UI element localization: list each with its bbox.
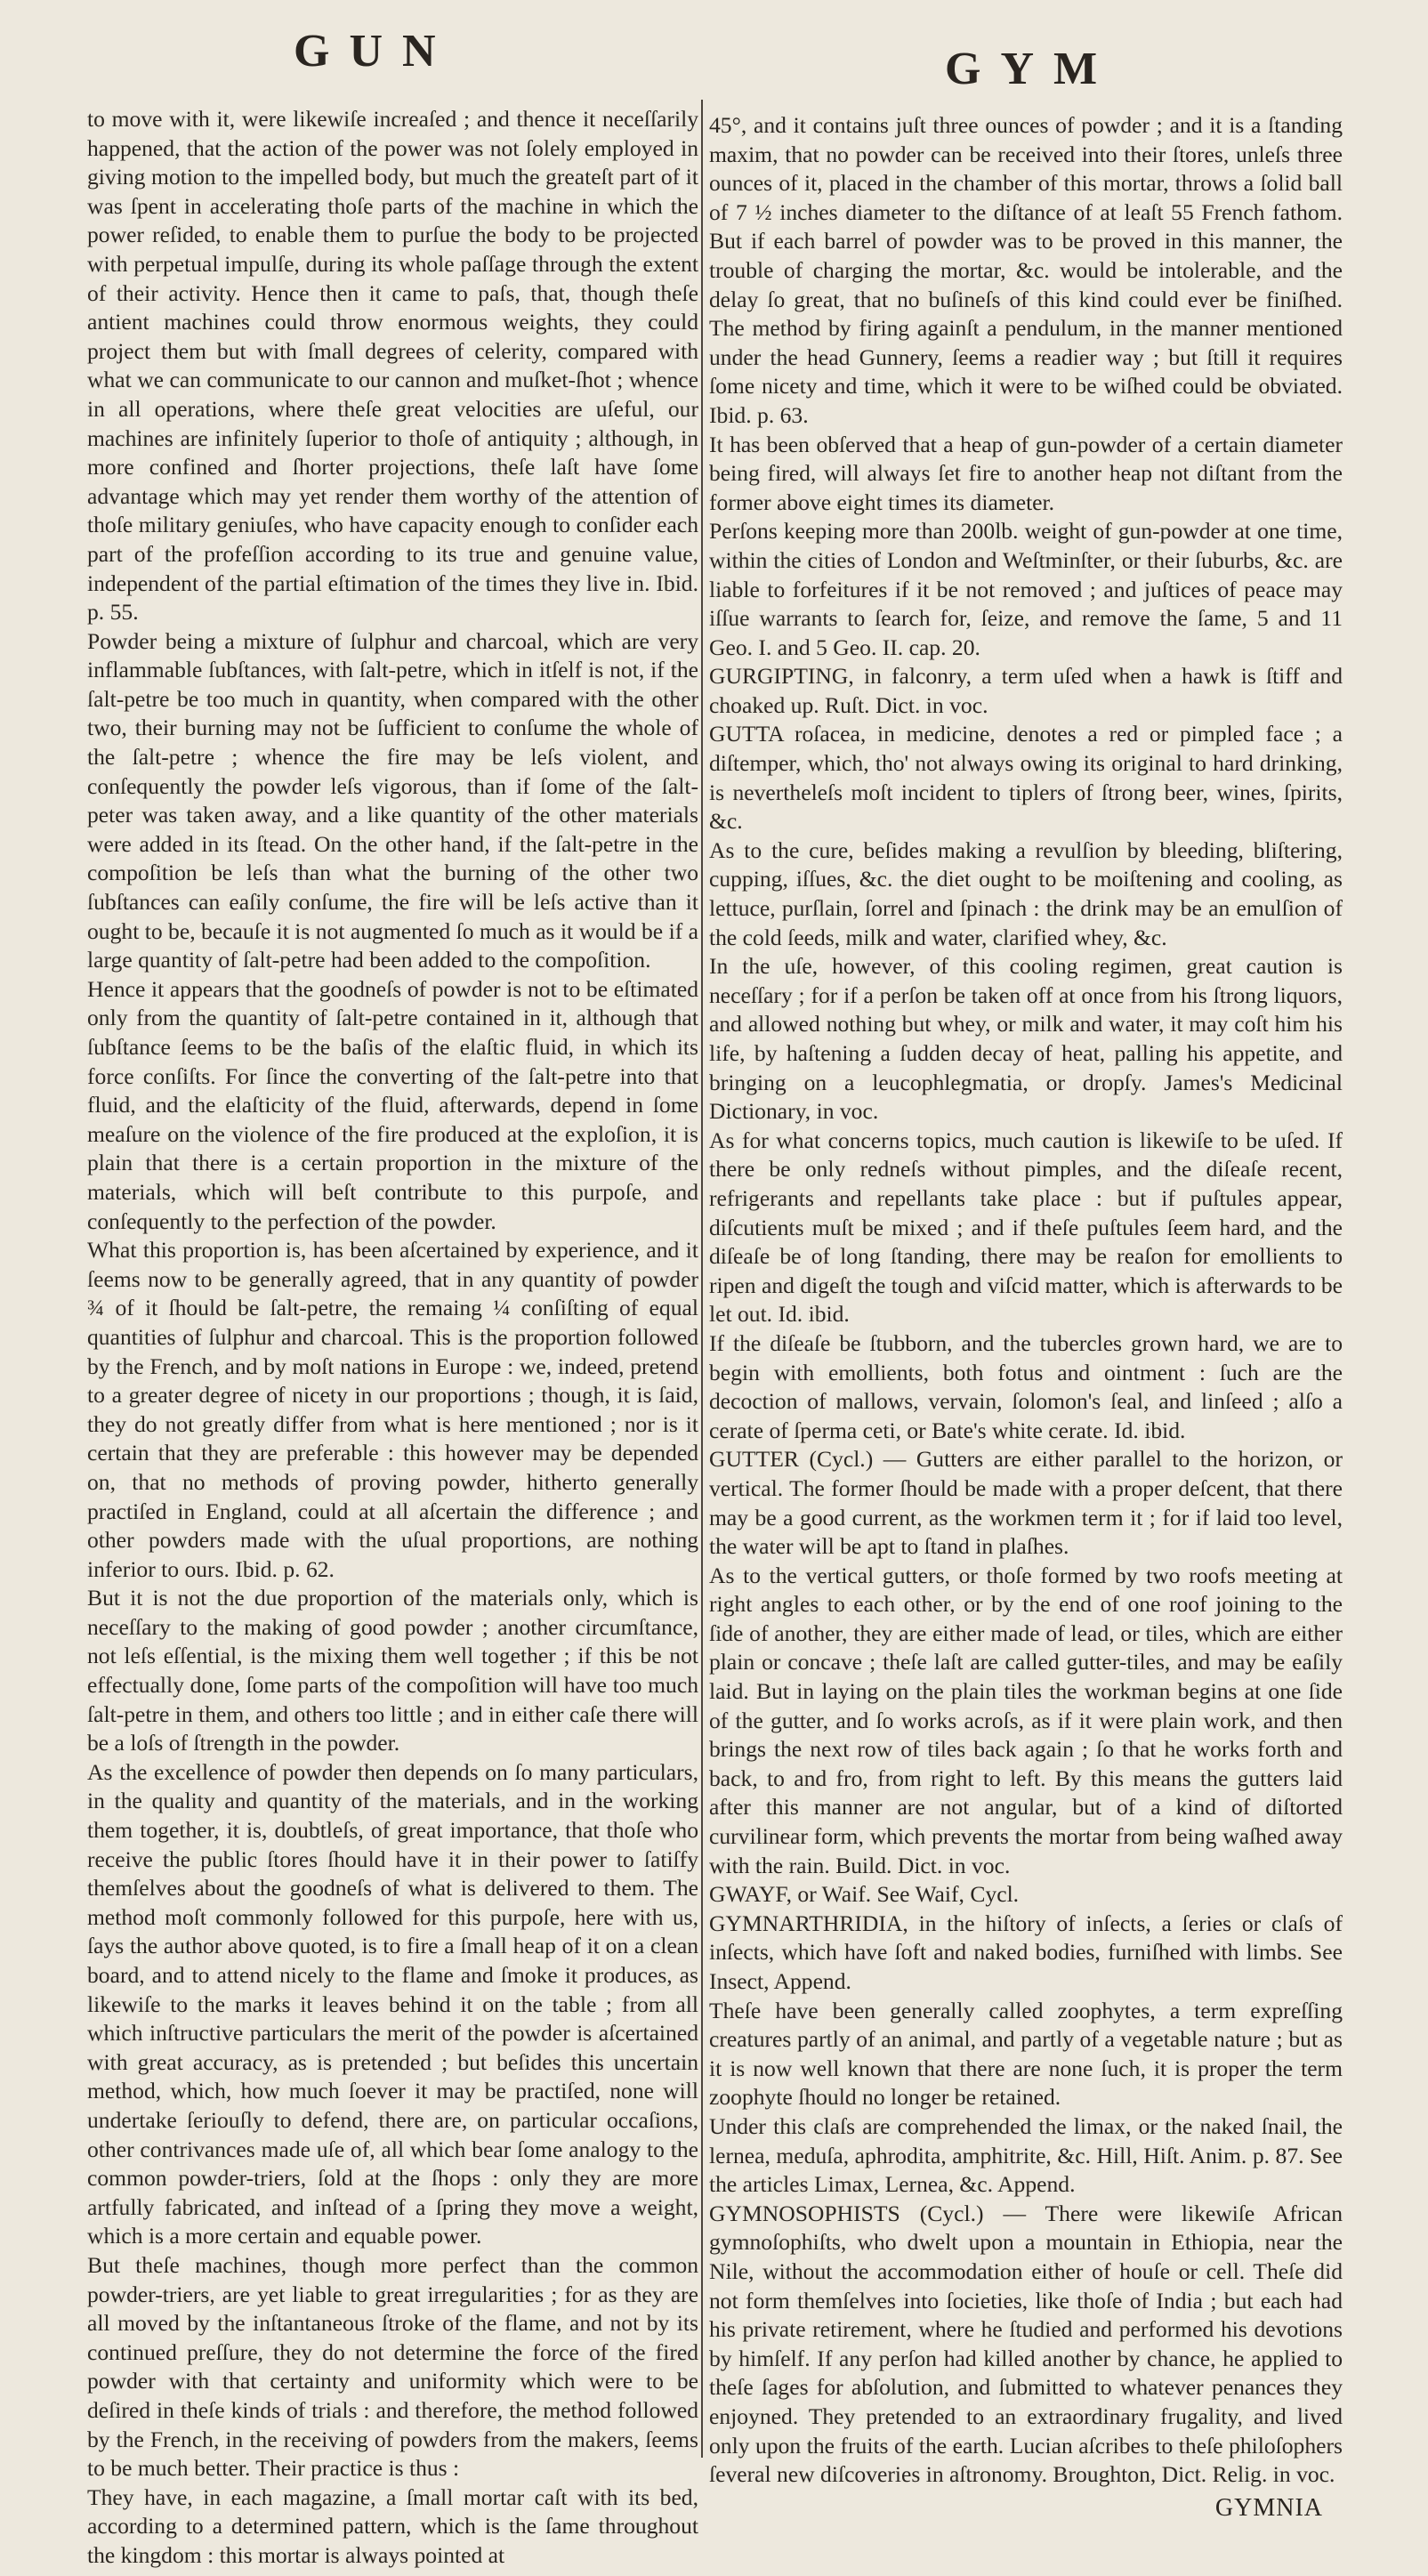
entry-gutta-rosacea: GUTTA roſacea, in medicine, denotes a red or pimpled face ; a diſtemper, which, tho' not always owing its original to hard drinking, is nevertheleſs moſt incident to tiplers of ſtrong beer, wines, ſpirits, &c. bbox=[709, 721, 1343, 835]
paragraph: What this proportion is, has been aſcertained by experience, and it ſeems now to be generally agreed, that in any quantity of powder ¾ of it ſhould be ſalt-petre, the remaing ¼ conſiſting of equal quantities of ſulphur and charcoal. This is the proportion followed by the French, and by moſt nations in Europe : we, indeed, pretend to a greater degree of nicety in our proportions ; though, it is ſaid, they do not greatly differ from what is here mentioned ; nor is it certain that they are preferable : this however may be depended on, that no methods of proving powder, hitherto generally practiſed in England, could at all aſcertain the difference ; and other powders made with the uſual proportions, are nothing inferior to ours. Ibid. p. 62. bbox=[87, 1237, 698, 1582]
paragraph: In the uſe, however, of this cooling regimen, great caution is neceſſary ; for if a perſon be taken off at once from his ſtrong liquors, and allowed nothing but whey, or milk and water, it may coſt him his life, by haſtening a ſudden decay of heat, palling his appetite, and bringing on a leucophlegmatia, or dropſy. James's Medicinal Dictionary, in voc. bbox=[709, 953, 1343, 1125]
running-head-right: GYM bbox=[945, 44, 1117, 94]
entry-gwayf: GWAYF, or Waif. See Waif, Cycl. bbox=[709, 1881, 1020, 1908]
right-column bbox=[709, 111, 1343, 2490]
entry-gymnarthridia: GYMNARTHRIDIA, in the hiſtory of inſects, a ſeries or claſs of inſects, which have ſoft and naked bodies, furniſhed with limbs. See Insect, Append. bbox=[709, 1910, 1343, 1994]
paragraph: But it is not the due proportion of the materials only, which is neceſſary to the making of good powder ; another circumſtance, not leſs eſſential, is the mixing them well together ; if this be not effectually done, ſome parts of the compoſition will have too much ſalt-petre in them, and others too little ; and in either caſe there will be a loſs of ſtrength in the powder. bbox=[87, 1585, 698, 1756]
column-divider bbox=[701, 100, 703, 2458]
paragraph: As to the vertical gutters, or thoſe formed by two roofs meeting at right angles to each other, or by the end of one roof joining to the ſide of another, they are either made of lead, or tiles, which are either plain or concave ; theſe laſt are called gutter-tiles, and may be eaſily laid. But in laying on the plain tiles the workman begins at one ſide of the gutter, and ſo works acroſs, as if it were plain work, and then brings the next row of tiles back again ; ſo that he works forth and back, to and fro, from right to left. By this means the gutters laid after this manner are not angular, but of a kind of diſtorted curvilinear form, which prevents the mortar from being waſhed away with the rain. Build. Dict. in voc. bbox=[709, 1562, 1343, 1878]
entry-gutter: GUTTER (Cycl.) — Gutters are either parallel to the horizon, or vertical. The former ſhould be made with a proper deſcent, that there may be a good current, as the workmen term it ; for if laid too level, the water will be apt to ſtand in plaſhes. bbox=[709, 1446, 1343, 1560]
paragraph: If the diſeaſe be ſtubborn, and the tubercles grown hard, we are to begin with emollients, both fotus and ointment : ſuch are the decoction of mallows, vervain, ſolomon's ſeal, and linſeed ; alſo a cerate of ſperma ceti, or Bate's white cerate. Id. ibid. bbox=[709, 1329, 1343, 1443]
paragraph: Under this claſs are comprehended the limax, or the naked ſnail, the lernea, meduſa, aphrodita, amphitrite, &c. Hill, Hiſt. Anim. p. 87. See the articles Limax, Lernea, &c. Append. bbox=[709, 2112, 1343, 2198]
paragraph: Powder being a mixture of ſulphur and charcoal, which are very inflammable ſubſtances, with ſalt-petre, which in itſelf is not, if the ſalt-petre be too much in quantity, when compared with the other two, their burning may not be ſufficient to conſume the whole of the ſalt-petre ; whence the fire may be leſs violent, and conſequently the powder leſs vigorous, than if ſome of the ſalt-peter was taken away, and a like quantity of the other materials were added in its ſtead. On the other hand, if the ſalt-petre in the compoſition be leſs than what the burning of the other two ſubſtances can eaſily conſume, the fire will be leſs active than it ought to be, becauſe it is not augmented ſo much as it would be if a large quantity of ſalt-petre had been added to the compoſition. bbox=[87, 627, 698, 973]
paragraph: But theſe machines, though more perfect than the common powder-triers, are yet liable to great irregularities ; for as they are all moved by the inſtantaneous ſtroke of the flame, and not by its continued preſſure, they do not determine the force of the fired powder with that certainty and uniformity which were to be deſired in theſe kinds of trials : and therefore, the method followed by the French, in the receiving of powders from the makers, ſeems to be much better. Their practice is thus : bbox=[87, 2251, 698, 2482]
paragraph: As for what concerns topics, much caution is likewiſe to be uſed. If there be only redneſs without pimples, and the diſeaſe recent, refrigerants and repellants take place : but if puſtules appear, diſcutients muſt be mixed ; and if theſe puſtules ſeem hard, and the diſeaſe be of long ſtanding, there may be reaſon for emollients to ripen and digeſt the tough and viſcid matter, which is afterwards to be let out. Id. ibid. bbox=[709, 1126, 1343, 1328]
paragraph: Theſe have been generally called zoophytes, a term expreſſing creatures partly of an animal, and partly of a vegetable nature ; but as it is now well known that there are none ſuch, it is proper the term zoophyte ſhould no longer be retained. bbox=[709, 1997, 1343, 2111]
paragraph: As the excellence of powder then depends on ſo many particulars, in the quality and quantity of the materials, and in the working them together, it is, doubtleſs, of great importance, that thoſe who receive the public ſtores ſhould have it in their power to ſatiſfy themſelves about the goodneſs of what is delivered to them. The method moſt commonly followed for this purpoſe, here with us, ſays the author above quoted, is to fire a ſmall heap of it on a clean board, and to attend nicely to the flame and ſmoke it produces, as likewiſe to the marks it leaves behind it on the table ; from all which inſtructive particulars the merit of the powder is aſcertained with great accuracy, as is pretended ; but beſides this uncertain method, which, how much ſoever it may be practiſed, none will undertake ſeriouſly to defend, there are, on particular occaſions, other contrivances made uſe of, all which bear ſome analogy to the common powder-triers, ſold at the ſhops : only they are more artfully fabricated, and inſtead of a ſpring they move a weight, which is a more certain and equable power. bbox=[87, 1758, 698, 2249]
paragraph: They have, in each magazine, a ſmall mortar caſt with its bed, according to a determined pattern, which is the ſame throughout the kingdom : this mortar is always pointed at bbox=[87, 2483, 698, 2568]
left-column bbox=[87, 105, 698, 2570]
paragraph: Perſons keeping more than 200lb. weight of gun-powder at one time, within the cities of London and Weſtminſter, or their ſuburbs, &c. are liable to forfeitures if it be not removed ; and juſtices of peace may iſſue warrants to ſearch for, ſeize, and remove the ſame, 5 and 11 Geo. I. and 5 Geo. II. cap. 20. bbox=[709, 518, 1343, 660]
paragraph: Hence it appears that the goodneſs of powder is not to be eſtimated only from the quantity of ſalt-petre contained in it, although that ſubſtance ſeems to be the baſis of the elaſtic fluid, in which its force conſiſts. For ſince the converting of the ſalt-petre into that fluid, and the elaſticity of the fluid, afterwards, depend in ſome meaſure on the violence of the fire produced at the exploſion, it is plain that there is a certain proportion in the mixture of the materials, which will beſt contribute to this purpoſe, and conſequently to the perfection of the powder. bbox=[87, 975, 698, 1234]
entry-gymnosophists: GYMNOSOPHISTS (Cycl.) — There were likewiſe African gymnoſophiſts, who dwelt upon a mountain in Ethiopia, near the Nile, without the accommodation either of houſe or cell. Theſe did not form themſelves into ſocieties, like thoſe of India ; but each had his private retirement, where he ſtudied and performed his devotions by himſelf. If any perſon had killed another by chance, he applied to theſe ſages for abſolution, and ſubmitted to whatever penances they enjoyned. They pretended to an extraordinary frugality, and lived only upon the fruits of the earth. Lucian aſcribes to theſe philoſophers ſeveral new diſcoveries in aſtronomy. Broughton, Dict. Relig. in voc. bbox=[709, 2200, 1343, 2488]
catchword: GYMNIA bbox=[1214, 2494, 1323, 2522]
paragraph: It has been obſerved that a heap of gun-powder of a certain diameter being fired, will always ſet fire to another heap not diſtant from the former above eight times its diameter. bbox=[709, 431, 1343, 515]
running-head-left: GUN bbox=[294, 26, 456, 77]
paragraph: to move with it, were likewiſe increaſed ; and thence it neceſſarily happened, that the action of the power was not ſolely employed in giving motion to the impelled body, but much the greateſt part of it was ſpent in accelerating thoſe parts of the machine in which the power reſided, to enable them to purſue the body to be projected with perpetual impulſe, during its whole paſſage through the extent of their activity. Hence then it came to paſs, that, though theſe antient machines could throw enormous weights, they could project them but with ſmall degrees of celerity, compared with what we can communicate to our cannon and muſket-ſhot ; whence in all operations, where theſe great velocities are uſeful, our machines are infinitely ſuperior to thoſe of antiquity ; although, in more confined and ſhorter projections, theſe laſt have ſome advantage which may yet render them worthy of the attention of thoſe military geniuſes, who have capacity enough to conſider each part of the profeſſion according to its true and genuine value, independent of the partial eſtimation of the times they live in. Ibid. p. 55. bbox=[87, 106, 698, 626]
paragraph: 45°, and it contains juſt three ounces of powder ; and it is a ſtanding maxim, that no powder can be received into their ſtores, unleſs three ounces of it, placed in the chamber of this mortar, throws a ſolid ball of 7 ½ inches diameter to the diſtance of at leaſt 55 French fathom. But if each barrel of powder was to be proved in this manner, the trouble of charging the mortar, &c. would be intolerable, and the delay ſo great, that no buſineſs of this kind could ever be finiſhed. The method by firing againſt a pendulum, in the manner mentioned under the head Gunnery, ſeems a readier way ; but ſtill it requires ſome nicety and time, which it were to be wiſhed could be obviated. Ibid. p. 63. bbox=[709, 112, 1343, 428]
entry-gurgipting: GURGIPTING, in falconry, a term uſed when a hawk is ſtiff and choaked up. Ruſt. Dict. in voc. bbox=[709, 663, 1343, 718]
paragraph: As to the cure, beſides making a revulſion by bleeding, bliſtering, cupping, iſſues, &c. the diet ought to be moiſtening and cooling, as lettuce, purſlain, ſorrel and ſpinach : the drink may be an emulſion of the cold ſeeds, milk and water, clarified whey, &c. bbox=[709, 836, 1343, 950]
